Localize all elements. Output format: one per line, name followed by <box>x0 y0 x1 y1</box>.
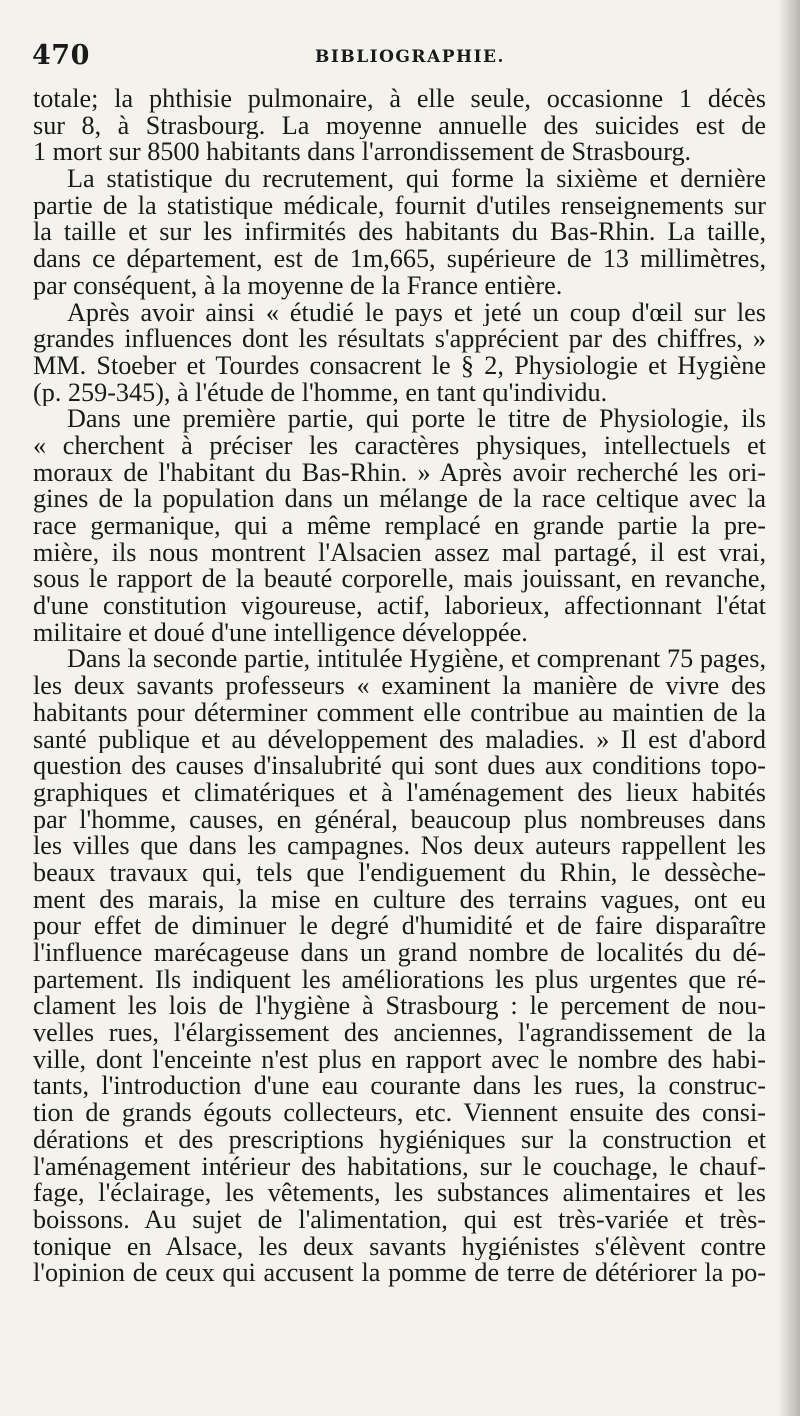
page-header <box>32 40 762 76</box>
text-line: « cherchent à préciser les caractères physiques, intellectuels et <box>33 432 766 460</box>
body-text <box>33 86 766 1287</box>
page-edge-shadow <box>778 0 800 1416</box>
text-line: partement. Ils indiquent les améliorations les plus urgentes que ré- <box>33 966 766 994</box>
text-line: par conséquent, à la moyenne de la France entière. <box>33 272 563 300</box>
text-line: ville, dont l'enceinte n'est plus en rapport avec le nombre des habi- <box>33 1046 766 1074</box>
text-line: les deux savants professeurs « examinent la manière de vivre des <box>33 673 766 700</box>
text-line: grandes influences dont les résultats s'apprécient par des chiffres, » <box>33 326 766 353</box>
text-line: Dans la seconde partie, intitulée Hygiène, et comprenant 75 pages, <box>67 646 766 674</box>
text-line: gines de la population dans un mélange de la race celtique avec la <box>33 486 766 513</box>
text-line: tion de grands égouts collecteurs, etc. Viennent ensuite des consi- <box>33 1100 766 1127</box>
text-line: partie de la statistique médicale, fournit d'utiles renseignements sur <box>33 192 766 220</box>
text-line: 1 mort sur 8500 habitants dans l'arrondissement de Strasbourg. <box>33 139 692 167</box>
text-line: beaux travaux qui, tels que l'endiguement du Rhin, le dessèche- <box>33 859 766 887</box>
text-line: graphiques et climatériques et à l'aménagement des lieux habités <box>33 779 766 807</box>
text-line: ment des marais, la mise en culture des terrains vagues, ont eu <box>33 886 766 914</box>
text-line: par l'homme, causes, en général, beaucoup plus nombreuses dans <box>33 806 766 834</box>
text-line: dérations et des prescriptions hygiéniques sur la construction et <box>33 1126 766 1154</box>
text-line: santé publique et au développement des maladies. » Il est d'abord <box>33 726 766 754</box>
text-line: (p. 259-345), à l'étude de l'homme, en tant qu'individu. <box>33 379 608 407</box>
text-line: La statistique du recrutement, qui forme la sixième et dernière <box>67 166 766 193</box>
text-line: MM. Stoeber et Tourdes consacrent le § 2, Physiologie et Hygiène <box>33 352 766 380</box>
text-line: clament les lois de l'hygiène à Strasbourg : le percement de nou- <box>33 993 766 1021</box>
text-line: l'opinion de ceux qui accusent la pomme de terre de détériorer la po- <box>33 1260 766 1287</box>
text-line: d'une constitution vigoureuse, actif, laborieux, affectionnant l'état <box>33 593 766 620</box>
text-line: race germanique, qui a même remplacé en grande partie la pre- <box>33 513 766 540</box>
text-line: habitants pour déterminer comment elle contribue au maintien de la <box>33 699 766 727</box>
text-line: question des causes d'insalubrité qui sont dues aux conditions topo- <box>33 753 766 780</box>
text-line: boissons. Au sujet de l'alimentation, qui est très-variée et très- <box>33 1206 766 1234</box>
text-line: Dans une première partie, qui porte le titre de Physiologie, ils <box>67 406 766 433</box>
text-line: velles rues, l'élargissement des anciennes, l'agrandissement de la <box>33 1020 766 1047</box>
running-title: BIBLIOGRAPHIE. <box>315 47 505 67</box>
text-line: tonique en Alsace, les deux savants hygiénistes s'élèvent contre <box>33 1233 766 1261</box>
text-line: Après avoir ainsi « étudié le pays et jeté un coup d'œil sur les <box>67 299 766 327</box>
text-line: totale; la phthisie pulmonaire, à elle seule, occasionne 1 décès <box>33 86 766 113</box>
text-line: mière, ils nous montrent l'Alsacien assez mal partagé, il est vrai, <box>33 539 766 567</box>
text-line: sur 8, à Strasbourg. La moyenne annuelle des suicides est de <box>33 112 766 140</box>
page-number: 470 <box>32 40 90 71</box>
text-line: l'influence marécageuse dans un grand nombre de localités du dé- <box>33 940 766 967</box>
text-line: pour effet de diminuer le degré d'humidité et de faire disparaître <box>33 913 766 940</box>
text-line: sous le rapport de la beauté corporelle, mais jouissant, en revanche, <box>33 566 766 594</box>
text-line: tants, l'introduction d'une eau courante dans les rues, la construc- <box>33 1073 766 1101</box>
text-line: militaire et doué d'une intelligence développée. <box>33 619 528 647</box>
text-line: les villes que dans les campagnes. Nos deux auteurs rappellent les <box>33 833 766 860</box>
text-line: moraux de l'habitant du Bas-Rhin. » Après avoir recherché les ori- <box>33 459 766 487</box>
text-line: dans ce département, est de 1m,665, supérieure de 13 millimètres, <box>33 246 766 273</box>
text-line: fage, l'éclairage, les vêtements, les substances alimentaires et les <box>33 1180 766 1207</box>
text-line: l'aménagement intérieur des habitations, sur le couchage, le chauf- <box>33 1153 766 1181</box>
text-line: la taille et sur les infirmités des habitants du Bas-Rhin. La taille, <box>33 219 766 247</box>
